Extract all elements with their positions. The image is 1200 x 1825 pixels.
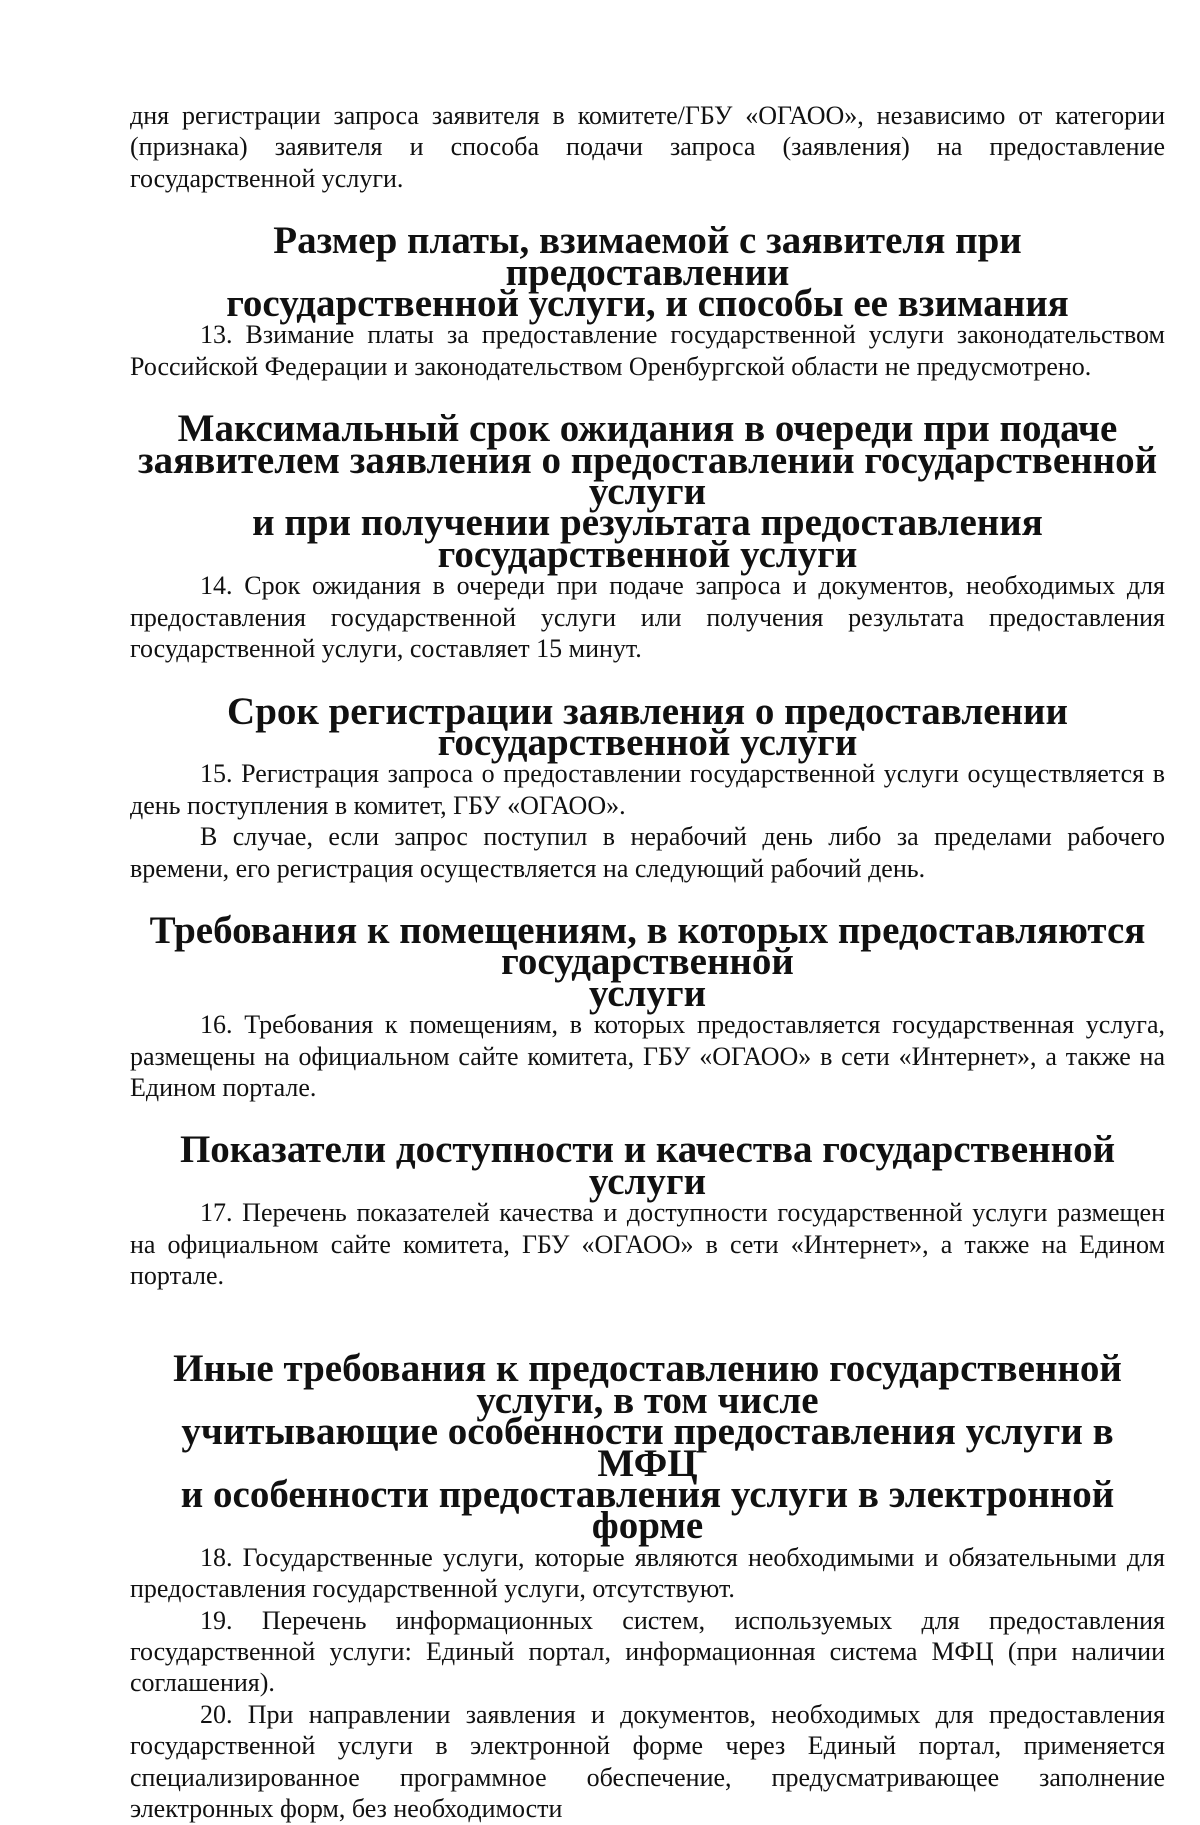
section-heading-queue [130,407,1165,576]
paragraph-20: 20. При направлении заявления и документов, необходимых для предоставления государственной услуги в электронной форме через Единый портал, применяется специализированное программное обеспечение, предусматривающее заполнение электронных форм, без необходимости [130,1699,1165,1824]
heading-line: государственной услуги, и способы ее взимания [226,282,1069,326]
heading-line: Размер платы, взимаемой с заявителя при предоставлении [273,219,1022,294]
paragraph-19: 19. Перечень информационных систем, используемых для предоставления государственной услуги: Единый портал, информационная система МФЦ (при наличии соглашения). [130,1605,1165,1698]
heading-line: учитывающие особенности предоставления услуги в МФЦ [181,1410,1114,1485]
heading-line: Требования к помещениям, в которых предоставляются государственной [149,908,1146,984]
paragraph-14: 14. Срок ожидания в очереди при подаче запроса и документов, необходимых для предоставления государственной услуги или получения результата предоставления государственной услуги, составляет 15 минут. [130,571,1165,664]
section-heading-premises [130,908,1165,1015]
heading-line: Иные требования к предоставлению государственной услуги, в том числе [173,1347,1122,1422]
section-heading-fee [130,219,1165,326]
heading-line: Показатели доступности и качества государственной услуги [179,1128,1116,1203]
heading-line: и при получении результата предоставления государственной услуги [252,501,1043,576]
spacer [130,1291,1165,1353]
paragraph-15-continued: В случае, если запрос поступил в нерабочий день либо за пределами рабочего времени, его регистрация осуществляется на следующий рабочий день. [130,822,1165,883]
heading-line: Максимальный срок ожидания в очереди при подаче [177,407,1118,451]
paragraph-17: 17. Перечень показателей качества и доступности государственной услуги размещен на официальном сайте комитета, ГБУ «ОГАОО» в сети «Интернет», а также на Едином портале. [130,1198,1165,1290]
section-heading-other-requirements [130,1347,1165,1548]
heading-line: Срок регистрации заявления о предоставлении государственной услуги [227,689,1068,764]
heading-line: услуги [588,971,707,1015]
paragraph-15: 15. Регистрация запроса о предоставлении государственной услуги осуществляется в день поступления в комитет, ГБУ «ОГАОО». [130,759,1165,820]
heading-line: заявителем заявления о предоставлении государственной услуги [137,438,1158,514]
section-heading-quality [130,1128,1165,1203]
paragraph-13: 13. Взимание платы за предоставление государственной услуги законодательством Российской Федерации и законодательством Оренбургской области не предусмотрено. [130,320,1165,381]
paragraph-18: 18. Государственные услуги, которые являются необходимыми и обязательными для предоставления государственной услуги, отсутствуют. [130,1542,1165,1604]
heading-line: и особенности предоставления услуги в электронной форме [180,1473,1115,1548]
paragraph-16: 16. Требования к помещениям, в которых предоставляется государственная услуга, размещены на официальном сайте комитета, ГБУ «ОГАОО» в сети «Интернет», а также на Едином портале. [130,1010,1165,1102]
paragraph-continuation: дня регистрации запроса заявителя в комитете/ГБУ «ОГАОО», независимо от категории (признака) заявителя и способа подачи запроса (заявления) на предоставление государственной услуги. [130,101,1165,193]
document-page [130,100,1165,1825]
section-heading-registration [130,689,1165,764]
